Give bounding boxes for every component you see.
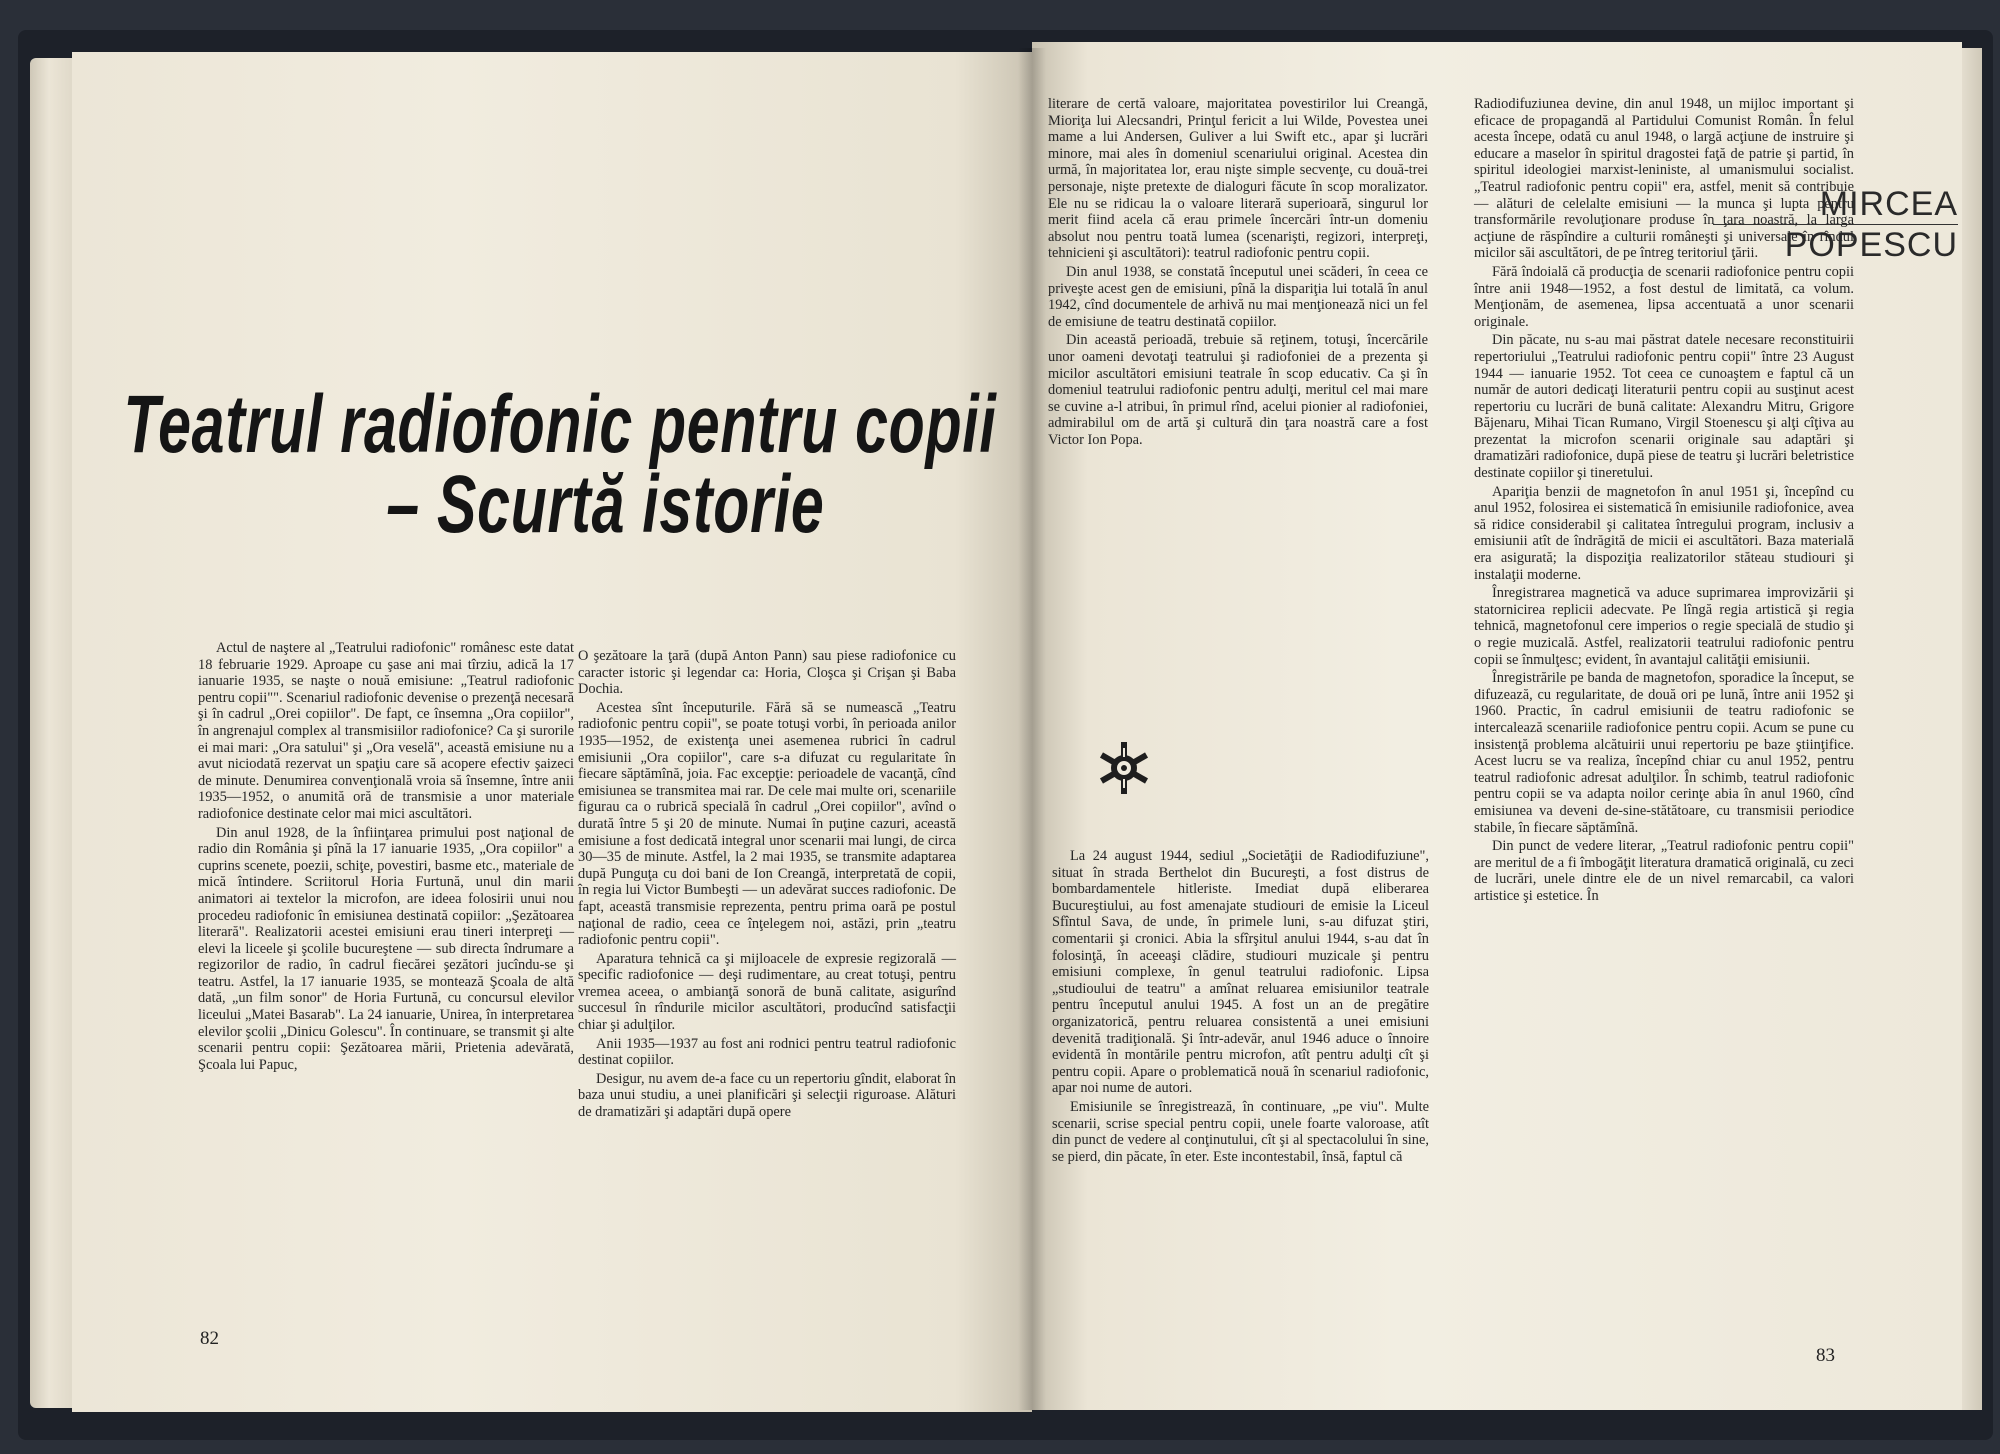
paragraph: Aparatura tehnică ca şi mijloacele de expresie regizorală — specific radiofonice — deşi rudimentare, au creat totuşi, pentru vremea aceea, o ambianţă sonoră de bună calitate, asigurînd succesul în rîndurile micilor ascultători, producînd satisfacţii chiar şi adulţilor. xyxy=(578,950,956,1034)
text-column-right-1 xyxy=(1048,96,1428,448)
paragraph: Înregistrările pe banda de magnetofon, sporadice la început, se difuzează, cu regularitate, de două ori pe lună, între anii 1952 şi 1960. Practic, în cadrul emisiunii de teatru radiofonic se intercalează scenariile radiofonice pentru copii. Acum se pune cu insistenţă problema alcătuirii unui repertoriu pe baze ştiinţifice. Acest lucru se va realiza, începînd chiar cu anul 1952, pentru teatrul radiofonic adresat adulţilor. În schimb, teatrul radiofonic pentru copii se va adapta noilor cerinţe abia în anul 1960, cînd emisiunea va deveni de-sine-stătătoare, cu transmisii periodice stabile, în fiecare săptămînă. xyxy=(1474,670,1854,836)
page-number-left: 82 xyxy=(200,1328,219,1349)
paragraph: Anii 1935—1937 au fost ani rodnici pentru teatrul radiofonic destinat copiilor. xyxy=(578,1035,956,1069)
page-block-edge-right xyxy=(1960,48,1982,1410)
paragraph: Din această perioadă, trebuie să reţinem, totuşi, încercările unor oameni devotaţi teatrului şi radiofoniei de a prezenta şi micilor ascultători emisiuni teatrale în scop educativ. Ca şi în domeniul teatrului radiofonic pentru adulţi, meritul cel mai mare se cuvine a-l atribui, în primul rînd, acelui pionier al radiofoniei, admirabilul om de artă şi cultură din ţara noastră care a fost Victor Ion Popa. xyxy=(1048,332,1428,448)
text-column-left-1 xyxy=(198,640,574,1073)
paragraph: Din punct de vedere literar, „Teatrul radiofonic pentru copii" are meritul de a fi îmbogăţit literatura dramatică originală, cu zeci de lucrări, unele dintre ele de un nivel remarcabil, ca valori artistice şi estetice. În xyxy=(1474,838,1854,904)
text-column-left-2 xyxy=(578,648,956,1121)
paragraph: Desigur, nu avem de-a face cu un repertoriu gîndit, elaborat în baza unui studiu, a unei planificări şi selecţii riguroase. Alături de dramatizări şi adaptări după opere xyxy=(578,1070,956,1121)
paragraph: Apariţia benzii de magnetofon în anul 1951 şi, începînd cu anul 1952, folosirea ei sistematică în emisiunile radiofonice, avea să ridice considerabil şi calitatea întregului program, inclusiv a emisiunii atît de îndrăgită de micii ei ascultători. Baza materială era asigurată; la dispoziţia realizatorilor stăteau studiouri şi instalaţii moderne. xyxy=(1474,483,1854,583)
text-column-right-3 xyxy=(1474,96,1854,905)
author-last-name: POPESCU xyxy=(1784,226,1958,264)
article-title-line-1: Teatrul radiofonic pentru copii xyxy=(123,379,996,470)
paragraph: O şezătoare la ţară (după Anton Pann) sau piese radiofonice cu caracter istoric şi legendar ca: Horia, Cloşca şi Crişan şi Baba Dochia. xyxy=(578,648,956,698)
decorative-ornament-icon xyxy=(1096,740,1152,796)
text-column-right-2 xyxy=(1052,848,1429,1165)
page-block-edge-left xyxy=(30,58,78,1408)
paragraph: La 24 august 1944, sediul „Societăţii de Radiodifuziune", situat în strada Berthelot din Bucureşti, a fost distrus de bombardamentele hitleriste. Imediat după eliberarea Bucureştiului, au fost amenajate studiouri de emisie la Liceul Sfîntul Sava, de unde, în primele luni, s-au difuzat ştiri, comentarii şi cronici. Abia la sfîrşitul anului 1944, s-au dat în folosinţă, în aceeaşi clădire, studiouri muzicale şi pentru emisiuni complexe, în genul teatrului radiofonic. Lipsa „studioului de teatru" a amînat reluarea emisiunilor teatrale pentru începutul anului 1945. A fost un an de pregătire organizatorică, pentru reluarea consistentă a unei emisiuni devenită tradiţională. Şi într-adevăr, anul 1946 aduce o înnoire evidentă în montările pentru microfon, atît pentru adulţi cît şi pentru copii. Apare o problematică nouă în scenariul radiofonic, apar noi nume de autori. xyxy=(1052,848,1429,1097)
article-title-line-2: – Scurtă istorie xyxy=(385,459,824,550)
paragraph: Actul de naştere al „Teatrului radiofonic" românesc este datat 18 februarie 1929. Aproape cu şase ani mai tîrziu, adică la 17 ianuarie 1935, se naşte o nouă emisiune: „Teatrul radiofonic pentru copii"". Scenariul radiofonic devenise o prezenţă necesară şi în cadrul „Orei copiilor". De fapt, ce însemna „Ora copiilor", în angrenajul complex al transmisiilor radiofonice? Ca şi surorile ei mai mari: „Ora satului" şi „Ora veselă", această emisiune nu a avut niciodată rezervat un spaţiu care să acopere efectiv şaizeci de minute. Denumirea convenţională vroia să însemne, între anii 1935—1952, o anumită oră de transmisie a unor materiale radiofonice destinate celor mai mici ascultători. xyxy=(198,640,574,822)
paragraph: Din anul 1928, de la înfiinţarea primului post naţional de radio din România şi pînă la 17 ianuarie 1935, „Ora copiilor" a cuprins scenete, poezii, schiţe, povestiri, basme etc., materiale de mică întindere. Scriitorul Horia Furtună, unul din marii animatori ai textelor la microfon, are ideea folosirii unui nou procedeu radiofonic în emisiunea destinată copiilor: „Şezătoarea literară". Realizatorii acestei emisiuni erau tineri interpreţi — elevi la liceele şi şcolile bucureştene — sub directa îndrumare a regizorilor de radio, în cadrul fiecărei şezători jucîndu-se şi teatru. Astfel, la 17 ianuarie 1935, se montează Şcoala de altă dată, „un film sonor" de Horia Furtună, cu concursul elevilor liceului „Matei Basarab". La 24 ianuarie, Unirea, în interpretarea elevilor şcolii „Dinicu Golescu". În continuare, se transmit şi alte scenarii pentru copii: Şezătoarea mării, Prietenia adevărată, Şcoala lui Papuc, xyxy=(198,824,574,1073)
paragraph: Radiodifuziunea devine, din anul 1948, un mijloc important şi eficace de propagandă al Partidului Comunist Român. În felul acesta începe, odată cu anul 1948, o largă acţiune de instruire şi educare a maselor în spiritul dragostei faţă de patrie şi partid, în spiritul ideologiei marxist-leniniste, al umanismului socialist. „Teatrul radiofonic pentru copii" era, astfel, menit să contribuie — alături de celelalte emisiuni — la munca şi lupta pentru transformările revoluţionare produse în ţara noastră, la larga acţiune de răspîndire a culturii româneşti şi universale în rîndul micilor săi ascultători, de pe întreg teritoriul ţării. xyxy=(1474,96,1854,262)
paragraph: Din păcate, nu s-au mai păstrat datele necesare reconstituirii repertoriului „Teatrului radiofonic pentru copii" între 23 August 1944 — ianuarie 1952. Tot ceea ce cunoaştem e faptul că un număr de autori dedicaţi literaturii pentru copii au susţinut acest repertoriu cu lucrări de bună calitate: Alexandru Mitru, Grigore Băjenaru, Mihai Tican Rumano, Virgil Stoenescu şi alţi cîţiva au prezentat la microfon scenarii originale sau adaptări şi dramatizări radiofonice, după piese de teatru şi lucrări beletristice destinate copiilor şi tineretului. xyxy=(1474,332,1854,482)
page-number-right: 83 xyxy=(1816,1345,1835,1366)
paragraph: Acestea sînt începuturile. Fără să se numească „Teatru radiofonic pentru copii", se poate totuşi vorbi, în perioada anilor 1935—1952, de existenţa unei asemenea rubrici în cadrul emisiunii „Ora copiilor", care s-a difuzat cu regularitate în fiecare săptămînă, joia. Fac excepţie: perioadele de vacanţă, cînd emisiunea se transmitea mai rar. De cele mai multe ori, scenariile figurau ca o rubrică specială în cadrul „Orei copiilor", avînd o durată între 5 şi 20 de minute. Numai în puţine cazuri, această emisiune a fost dedicată integral unor scenarii mai lungi, de circa 30—35 de minute. Astfel, la 2 mai 1935, se transmite adaptarea după Punguţa cu doi bani de Ion Creangă, interpretată de copii, în regia lui Victor Bumbeşti — un adevărat succes radiofonic. De fapt, această transmisie reprezenta, pentru prima oară pe postul naţional de radio, ceea ce înţelegem noi, astăzi, prin „teatru radiofonic pentru copii". xyxy=(578,699,956,949)
paragraph: Fără îndoială că producţia de scenarii radiofonice pentru copii între anii 1948—1952, a fost destul de limitată, ca volum. Menţionăm, de asemenea, lipsa accentuată a unor scenarii originale. xyxy=(1474,263,1854,330)
paragraph: Din anul 1938, se constată începutul unei scăderi, în ceea ce priveşte acest gen de emisiuni, pînă la dispariţia lui totală în anul 1942, cînd documentele de arhivă nu mai menţionează nici un fel de emisiune de teatru destinată copiilor. xyxy=(1048,263,1428,330)
paragraph: Emisiunile se înregistrează, în continuare, „pe viu". Multe scenarii, scrise special pentru copii, unele foarte valoroase, atît din punct de vedere al conţinutului, cît şi al spectacolului în sine, se pierd, din păcate, în eter. Este incontestabil, însă, faptul că xyxy=(1052,1098,1429,1165)
book-gutter xyxy=(1018,48,1046,1410)
author-first-name: MIRCEA xyxy=(1819,185,1958,223)
paragraph: literare de certă valoare, majoritatea povestirilor lui Creangă, Mioriţa lui Alecsandri, Prinţul fericit a lui Wilde, Povestea unei mame a lui Andersen, Guliver a lui Swift etc., apar şi lucrări minore, mai ales în domeniul scenariului original. Acestea din urmă, în majoritatea lor, erau nişte simple secvenţe, cu două-trei personaje, nişte pretexte de dialoguri făcute în scop moralizator. Ele nu se ridicau la o valoare literară superioară, singurul lor merit fiind acela că erau primele încercări într-un domeniu absolut nou pentru toată lumea (scenarişti, regizori, interpreţi, tehnicieni şi ascultători): teatrul radiofonic pentru copii. xyxy=(1048,96,1428,262)
paragraph: Înregistrarea magnetică va aduce suprimarea improvizării şi statornicirea replicii adecvate. Pe lîngă regia artistică şi regia tehnică, magnetofonul cere imperios o regie specială de studio şi o regie muzicală. Astfel, realizatorii teatrului radiofonic pentru copii se înmulţesc; evident, în avantajul calităţii emisiunii. xyxy=(1474,585,1854,668)
